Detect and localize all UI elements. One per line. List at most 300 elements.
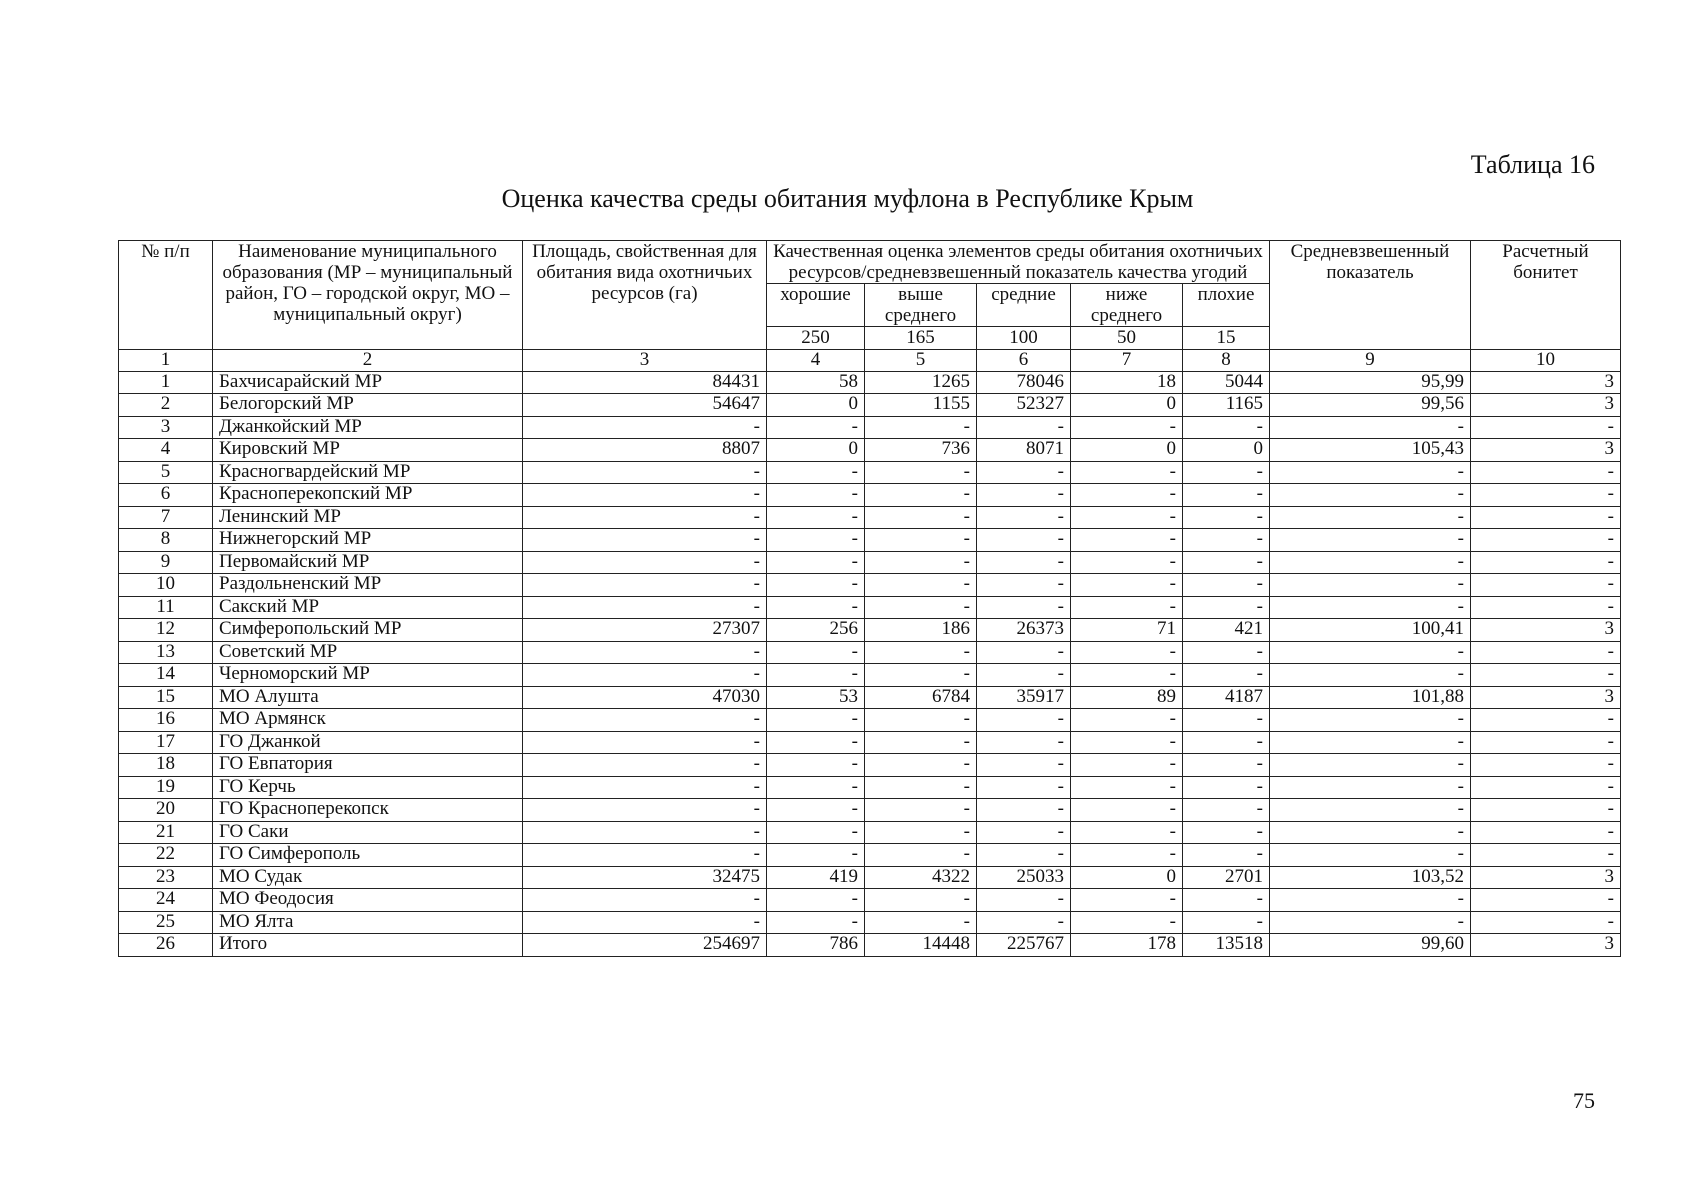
cell-good: - [767,596,865,619]
cell-avg: - [1270,574,1471,597]
cell-avg: - [1270,641,1471,664]
cell-name: Раздольненский МР [213,574,523,597]
cell-good: - [767,776,865,799]
cell-above: - [865,844,977,867]
cell-name: Нижнегорский МР [213,529,523,552]
cell-area: 27307 [523,619,767,642]
cell-num: 18 [119,754,213,777]
cell-num: 22 [119,844,213,867]
cell-mid: 225767 [977,934,1071,957]
cell-mid: - [977,844,1071,867]
cell-good: - [767,799,865,822]
cell-num: 20 [119,799,213,822]
cell-area: - [523,664,767,687]
column-number: 8 [1183,349,1270,371]
cell-bonitet: - [1471,754,1621,777]
cell-bad: 13518 [1183,934,1270,957]
cell-name: Красноперекопский МР [213,484,523,507]
table-row [119,934,1621,957]
cell-above: 14448 [865,934,977,957]
cell-name: МО Судак [213,866,523,889]
cell-bad: - [1183,776,1270,799]
header-w-above: 165 [865,327,977,350]
table-row [119,776,1621,799]
cell-name: ГО Красноперекопск [213,799,523,822]
table-row [119,596,1621,619]
cell-above: - [865,484,977,507]
cell-bonitet: - [1471,889,1621,912]
cell-above: - [865,416,977,439]
cell-bad: 5044 [1183,371,1270,394]
cell-below: - [1071,664,1183,687]
cell-name: Джанкойский МР [213,416,523,439]
cell-bonitet: - [1471,529,1621,552]
cell-avg: - [1270,754,1471,777]
cell-num: 25 [119,911,213,934]
cell-area: - [523,709,767,732]
cell-good: - [767,664,865,687]
cell-avg: - [1270,799,1471,822]
table-row [119,731,1621,754]
cell-bad: - [1183,641,1270,664]
cell-mid: - [977,484,1071,507]
cell-num: 8 [119,529,213,552]
cell-area: - [523,416,767,439]
cell-bad: - [1183,709,1270,732]
cell-bonitet: - [1471,551,1621,574]
column-number: 10 [1471,349,1621,371]
cell-area: - [523,754,767,777]
cell-bad: - [1183,574,1270,597]
cell-bonitet: 3 [1471,439,1621,462]
cell-below: - [1071,844,1183,867]
cell-name: Черноморский МР [213,664,523,687]
cell-below: - [1071,506,1183,529]
cell-above: 1155 [865,394,977,417]
cell-bad: - [1183,529,1270,552]
cell-above: - [865,664,977,687]
cell-bad: 4187 [1183,686,1270,709]
cell-avg: - [1270,776,1471,799]
cell-bad: 0 [1183,439,1270,462]
cell-mid: - [977,574,1071,597]
cell-area: - [523,799,767,822]
cell-bonitet: 3 [1471,371,1621,394]
header-w-below: 50 [1071,327,1183,350]
header-q-bad: плохие [1183,284,1270,327]
cell-num: 15 [119,686,213,709]
column-number: 1 [119,349,213,371]
cell-avg: 100,41 [1270,619,1471,642]
cell-name: Советский МР [213,641,523,664]
cell-below: 89 [1071,686,1183,709]
cell-mid: - [977,641,1071,664]
cell-above: - [865,821,977,844]
table-row [119,619,1621,642]
cell-good: 786 [767,934,865,957]
cell-below: - [1071,911,1183,934]
cell-area: - [523,596,767,619]
cell-area: - [523,529,767,552]
header-w-good: 250 [767,327,865,350]
cell-num: 1 [119,371,213,394]
cell-good: - [767,529,865,552]
cell-bad: - [1183,889,1270,912]
cell-num: 13 [119,641,213,664]
header-quality: Качественная оценка элементов среды обитания охотничьих ресурсов/средневзвешенный показатель качества угодий [767,241,1270,284]
header-q-good: хорошие [767,284,865,327]
cell-bonitet: - [1471,484,1621,507]
table-row [119,911,1621,934]
cell-name: Красногвардейский МР [213,461,523,484]
column-number: 5 [865,349,977,371]
cell-good: - [767,731,865,754]
cell-bad: - [1183,596,1270,619]
cell-below: 0 [1071,439,1183,462]
cell-bonitet: - [1471,776,1621,799]
cell-name: ГО Керчь [213,776,523,799]
cell-bonitet: - [1471,664,1621,687]
table-row [119,461,1621,484]
cell-avg: - [1270,731,1471,754]
cell-avg: 99,60 [1270,934,1471,957]
cell-avg: - [1270,844,1471,867]
cell-area: 254697 [523,934,767,957]
cell-bad: - [1183,911,1270,934]
cell-area: 47030 [523,686,767,709]
header-q-below: ниже среднего [1071,284,1183,327]
cell-bonitet: 3 [1471,686,1621,709]
cell-bad: - [1183,416,1270,439]
cell-num: 26 [119,934,213,957]
cell-mid: - [977,821,1071,844]
cell-area: - [523,844,767,867]
cell-mid: - [977,506,1071,529]
cell-below: - [1071,641,1183,664]
cell-good: - [767,416,865,439]
cell-mid: - [977,709,1071,732]
cell-good: 53 [767,686,865,709]
cell-num: 10 [119,574,213,597]
cell-below: - [1071,461,1183,484]
cell-bonitet: 3 [1471,934,1621,957]
table-row [119,506,1621,529]
cell-area: - [523,461,767,484]
cell-avg: - [1270,596,1471,619]
header-w-mid: 100 [977,327,1071,350]
cell-num: 2 [119,394,213,417]
cell-good: - [767,911,865,934]
cell-mid: - [977,911,1071,934]
cell-below: - [1071,776,1183,799]
table-row [119,394,1621,417]
cell-name: ГО Джанкой [213,731,523,754]
cell-mid: - [977,664,1071,687]
cell-mid: 52327 [977,394,1071,417]
table-row [119,889,1621,912]
cell-area: - [523,641,767,664]
cell-num: 4 [119,439,213,462]
document-title: Оценка качества среды обитания муфлона в Республике Крым [501,184,1194,213]
cell-avg: 99,56 [1270,394,1471,417]
cell-above: - [865,911,977,934]
cell-num: 3 [119,416,213,439]
cell-area: 84431 [523,371,767,394]
cell-above: - [865,551,977,574]
cell-below: - [1071,799,1183,822]
column-number: 2 [213,349,523,371]
cell-name: Ленинский МР [213,506,523,529]
cell-mid: - [977,889,1071,912]
cell-area: - [523,731,767,754]
cell-num: 21 [119,821,213,844]
cell-name: ГО Евпатория [213,754,523,777]
cell-avg: - [1270,529,1471,552]
cell-mid: - [977,776,1071,799]
table-row [119,664,1621,687]
cell-good: 256 [767,619,865,642]
cell-avg: - [1270,416,1471,439]
cell-above: - [865,596,977,619]
cell-below: - [1071,889,1183,912]
cell-above: 186 [865,619,977,642]
cell-mid: 26373 [977,619,1071,642]
cell-good: - [767,574,865,597]
cell-below: - [1071,484,1183,507]
cell-bad: - [1183,484,1270,507]
cell-good: - [767,461,865,484]
cell-bonitet: - [1471,416,1621,439]
cell-above: - [865,754,977,777]
header-avg: Средневзвешенный показатель [1270,241,1471,350]
cell-above: 6784 [865,686,977,709]
header-bonitet: Расчетный бонитет [1471,241,1621,350]
cell-area: 8807 [523,439,767,462]
table-row [119,416,1621,439]
cell-name: ГО Саки [213,821,523,844]
cell-name: Итого [213,934,523,957]
cell-avg: - [1270,551,1471,574]
table-row [119,641,1621,664]
cell-mid: - [977,461,1071,484]
cell-num: 19 [119,776,213,799]
cell-avg: - [1270,664,1471,687]
header-name: Наименование муниципального образования (МР – муниципальный район, ГО – городской округ, МО – муниципальный округ) [213,241,523,350]
cell-above: - [865,709,977,732]
cell-num: 16 [119,709,213,732]
cell-bonitet: 3 [1471,394,1621,417]
column-number: 3 [523,349,767,371]
cell-area: - [523,574,767,597]
cell-good: - [767,484,865,507]
header-w-bad: 15 [1183,327,1270,350]
table-row [119,484,1621,507]
table-row [119,821,1621,844]
cell-avg: - [1270,911,1471,934]
cell-below: - [1071,574,1183,597]
cell-bonitet: - [1471,641,1621,664]
cell-avg: - [1270,889,1471,912]
cell-name: МО Армянск [213,709,523,732]
cell-bonitet: - [1471,596,1621,619]
cell-below: - [1071,821,1183,844]
cell-bad: - [1183,461,1270,484]
cell-below: 0 [1071,394,1183,417]
header-q-mid: средние [977,284,1071,327]
cell-bonitet: - [1471,799,1621,822]
table-row [119,709,1621,732]
table-label: Таблица 16 [1470,150,1595,179]
cell-below: - [1071,596,1183,619]
cell-good: - [767,844,865,867]
cell-bonitet: - [1471,506,1621,529]
cell-good: 0 [767,439,865,462]
cell-num: 12 [119,619,213,642]
cell-num: 14 [119,664,213,687]
cell-name: МО Алушта [213,686,523,709]
cell-above: 4322 [865,866,977,889]
cell-mid: 25033 [977,866,1071,889]
cell-bad: - [1183,731,1270,754]
cell-mid: - [977,754,1071,777]
cell-area: - [523,889,767,912]
cell-above: - [865,731,977,754]
cell-name: Бахчисарайский МР [213,371,523,394]
cell-avg: - [1270,506,1471,529]
cell-bonitet: 3 [1471,866,1621,889]
cell-mid: - [977,799,1071,822]
cell-area: - [523,551,767,574]
cell-bonitet: - [1471,709,1621,732]
cell-name: Белогорский МР [213,394,523,417]
cell-below: 71 [1071,619,1183,642]
cell-above: - [865,461,977,484]
cell-bad: - [1183,664,1270,687]
cell-area: 54647 [523,394,767,417]
cell-below: - [1071,416,1183,439]
table-row [119,686,1621,709]
cell-bad: 421 [1183,619,1270,642]
header-num: № п/п [119,241,213,350]
cell-good: - [767,551,865,574]
cell-name: Кировский МР [213,439,523,462]
cell-below: - [1071,529,1183,552]
cell-bonitet: 3 [1471,619,1621,642]
header-q-above: выше среднего [865,284,977,327]
cell-area: - [523,506,767,529]
cell-avg: - [1270,484,1471,507]
table-row [119,754,1621,777]
cell-below: 0 [1071,866,1183,889]
cell-above: 1265 [865,371,977,394]
cell-num: 5 [119,461,213,484]
cell-bonitet: - [1471,844,1621,867]
cell-bad: - [1183,799,1270,822]
cell-avg: 95,99 [1270,371,1471,394]
cell-bad: - [1183,506,1270,529]
table-row [119,574,1621,597]
cell-name: Сакский МР [213,596,523,619]
page-number: 75 [1573,1088,1595,1113]
cell-avg: - [1270,709,1471,732]
cell-bad: - [1183,821,1270,844]
cell-num: 11 [119,596,213,619]
cell-mid: - [977,731,1071,754]
cell-below: - [1071,754,1183,777]
cell-bad: 1165 [1183,394,1270,417]
cell-bad: 2701 [1183,866,1270,889]
cell-avg: - [1270,821,1471,844]
table-row [119,866,1621,889]
table-row [119,799,1621,822]
cell-bonitet: - [1471,731,1621,754]
cell-num: 9 [119,551,213,574]
cell-name: ГО Симферополь [213,844,523,867]
cell-below: - [1071,551,1183,574]
cell-bad: - [1183,754,1270,777]
column-number: 4 [767,349,865,371]
cell-good: - [767,821,865,844]
cell-mid: - [977,529,1071,552]
cell-above: - [865,506,977,529]
cell-mid: 35917 [977,686,1071,709]
cell-mid: 8071 [977,439,1071,462]
cell-bonitet: - [1471,821,1621,844]
cell-above: 736 [865,439,977,462]
cell-area: 32475 [523,866,767,889]
cell-below: - [1071,731,1183,754]
cell-mid: - [977,596,1071,619]
cell-good: - [767,754,865,777]
cell-above: - [865,799,977,822]
table-row [119,551,1621,574]
cell-avg: - [1270,461,1471,484]
cell-name: МО Ялта [213,911,523,934]
table-row [119,844,1621,867]
cell-num: 6 [119,484,213,507]
cell-bonitet: - [1471,911,1621,934]
table-row [119,371,1621,394]
cell-avg: 101,88 [1270,686,1471,709]
cell-avg: 105,43 [1270,439,1471,462]
cell-mid: - [977,416,1071,439]
header-row-1 [119,241,1621,284]
cell-good: - [767,506,865,529]
cell-num: 23 [119,866,213,889]
cell-bad: - [1183,551,1270,574]
table-row [119,439,1621,462]
cell-name: МО Феодосия [213,889,523,912]
column-number: 6 [977,349,1071,371]
cell-above: - [865,889,977,912]
cell-area: - [523,821,767,844]
cell-name: Симферопольский МР [213,619,523,642]
cell-num: 17 [119,731,213,754]
cell-num: 24 [119,889,213,912]
cell-good: 419 [767,866,865,889]
cell-name: Первомайский МР [213,551,523,574]
header-area: Площадь, свойственная для обитания вида охотничьих ресурсов (га) [523,241,767,350]
column-number: 9 [1270,349,1471,371]
cell-good: - [767,641,865,664]
cell-good: - [767,709,865,732]
cell-avg: 103,52 [1270,866,1471,889]
habitat-quality-table [118,240,1621,957]
cell-mid: - [977,551,1071,574]
column-number-row [119,349,1621,371]
cell-num: 7 [119,506,213,529]
cell-bonitet: - [1471,574,1621,597]
